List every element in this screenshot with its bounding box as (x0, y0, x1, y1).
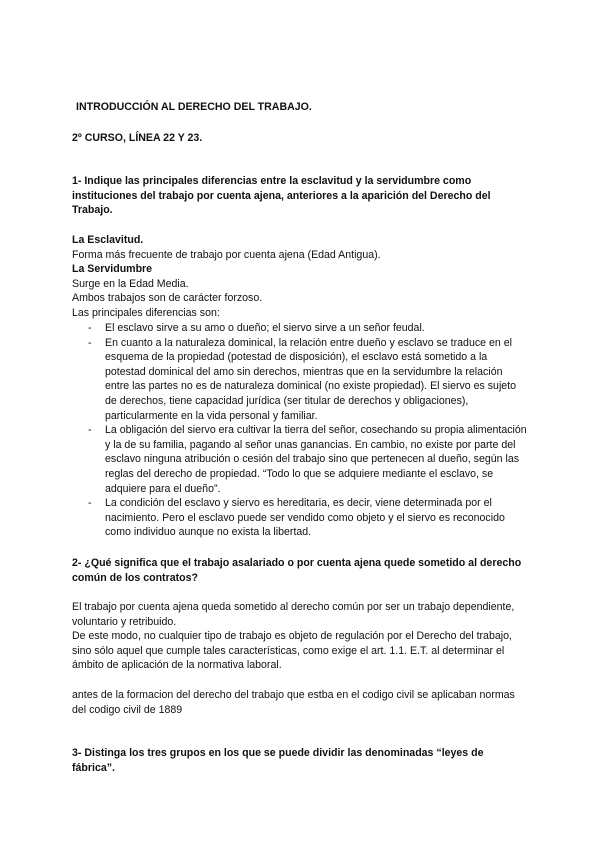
question-2-paragraph-3: antes de la formacion del derecho del trabajo que estba en el codigo civil se aplicaban normas del codigo civil de 1889 (72, 689, 515, 716)
servidumbre-title: La Servidumbre (72, 263, 153, 276)
course-line: 2º CURSO, LÍNEA 22 Y 23. (72, 132, 203, 144)
differences-list (88, 321, 528, 540)
bullet-dash: - (88, 424, 92, 437)
bullet-dash: - (88, 322, 92, 334)
list-item (88, 423, 528, 496)
list-item-text: En cuanto a la naturaleza dominical, la relación entre dueño y esclavo se traduce en el esquema de la propiedad (potestad de disposición), el esclavo está sometido a la potestad dominical del amo sin derechos, mientras que en la servidumbre la relación entre las partes no es de naturaleza dominical (no existe propiedad). El siervo es sujeto de derechos, tiene capacidad jurídica (ser titular de derechos y obligaciones), particularmente en la vida personal y familiar. (105, 336, 517, 422)
question-2-heading: 2- ¿Qué significa que el trabajo asalariado o por cuenta ajena quede sometido al derecho común de los contratos? (72, 557, 522, 584)
list-item-text: La condición del esclavo y siervo es hereditaria, es decir, viene determinada por el nacimiento. Pero el esclavo puede ser vendido como objeto y el siervo es reconocido como individuo aunque no exista la libertad. (105, 497, 505, 539)
esclavitud-text: Forma más frecuente de trabajo por cuenta ajena (Edad Antigua). (72, 248, 381, 261)
common-text: Ambos trabajos son de carácter forzoso. (72, 292, 263, 305)
question-1-heading: 1- Indique las principales diferencias entre la esclavitud y la servidumbre como instituciones del trabajo por cuenta ajena, anteriores a la aparición del Derecho del Trabajo. (72, 175, 491, 217)
list-item (88, 336, 528, 424)
question-2-paragraph-1: El trabajo por cuenta ajena queda sometido al derecho común por ser un trabajo dependiente, voluntario y retribuido. (72, 601, 515, 628)
list-item (88, 321, 528, 336)
bullet-dash: - (88, 336, 92, 349)
question-2-paragraph-2: De este modo, no cualquier tipo de trabajo es objeto de regulación por el Derecho del trabajo, sino sólo aquel que cumple tales características, como exige el art. 1.1. E.T. al determinar el ámbito de aplicación de la normativa laboral. (72, 630, 512, 672)
list-item-text: El esclavo sirve a su amo o dueño; el siervo sirve a un señor feudal. (105, 322, 425, 334)
differences-intro: Las principales diferencias son: (72, 306, 220, 319)
servidumbre-text: Surge en la Edad Media. (72, 277, 189, 290)
esclavitud-title: La Esclavitud. (72, 234, 144, 246)
list-item-text: La obligación del siervo era cultivar la tierra del señor, cosechando su propia alimentación y la de su familia, pagando al señor unas ganancias. En cambio, no existe por parte del esclavo ninguna atribución o cesión del trabajo sino que pertenecen al dueño, según las reglas del derecho de propiedad. “Todo lo que se adquiere mediante el esclavo, se adquiere para el dueño”. (105, 424, 527, 495)
bullet-dash: - (88, 497, 92, 510)
question-1-answer (72, 233, 528, 321)
list-item (88, 496, 528, 540)
question-3-heading: 3- Distinga los tres grupos en los que se puede dividir las denominadas “leyes de fábrica”. (72, 747, 484, 774)
document-title: INTRODUCCIÓN AL DERECHO DEL TRABAJO. (76, 101, 312, 113)
